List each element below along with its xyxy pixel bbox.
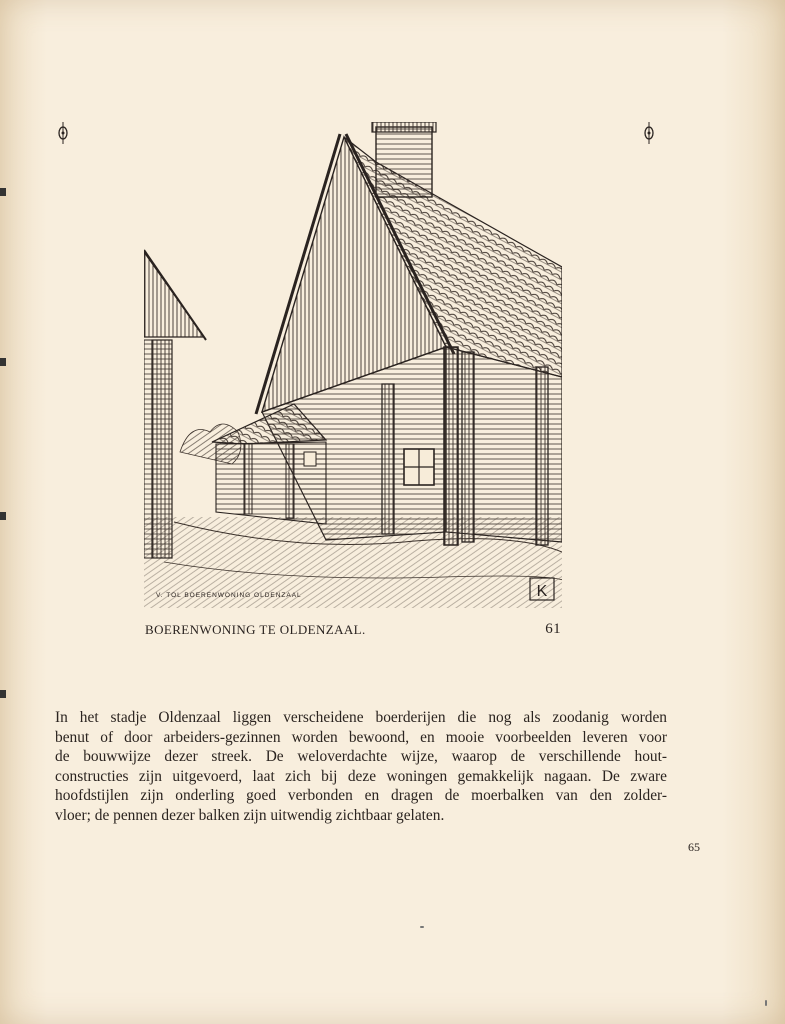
text-line: benut of door arbeiders-gezinnen worden bewoond, en mooie voorbeelden leveren voor [55,728,667,746]
fleuron-ornament-right [641,122,657,144]
illustration-inscription: V. TOL BOERENWONING OLDENZAAL [156,592,302,599]
fleuron-ornament-left [55,122,71,144]
text-line: hoofdstijlen zijn onderling goed verbonden en dragen de moerbalken van den zolder- [55,787,667,804]
farmhouse-illustration [144,122,562,608]
paper-speck [765,1000,767,1006]
plate-number: 61 [545,621,561,637]
binding-mark [0,512,6,520]
text-line: constructies zijn uitgevoerd, laat zich bij deze woningen gemakkelijk nagaan. De zware [55,767,667,785]
plate-title: BOERENWONING TE OLDENZAAL. [145,622,366,637]
text-line: In het stadje Oldenzaal liggen verscheidene boerderijen die nog als zoodanig worden [55,709,667,726]
text-line: de bouwwijze dezer streek. De weloverdachte wijze, waarop de verschillende hout- [55,748,667,765]
page-number: 65 [688,840,700,854]
paper-speck [420,926,424,928]
binding-mark [0,358,6,366]
body-paragraph [55,708,667,825]
text-line: vloer; de pennen dezer balken zijn uitwendig zichtbaar gelaten. [55,806,445,824]
plate-caption [145,622,563,640]
binding-mark [0,188,6,196]
binding-mark [0,690,6,698]
artist-monogram: K [536,583,548,600]
